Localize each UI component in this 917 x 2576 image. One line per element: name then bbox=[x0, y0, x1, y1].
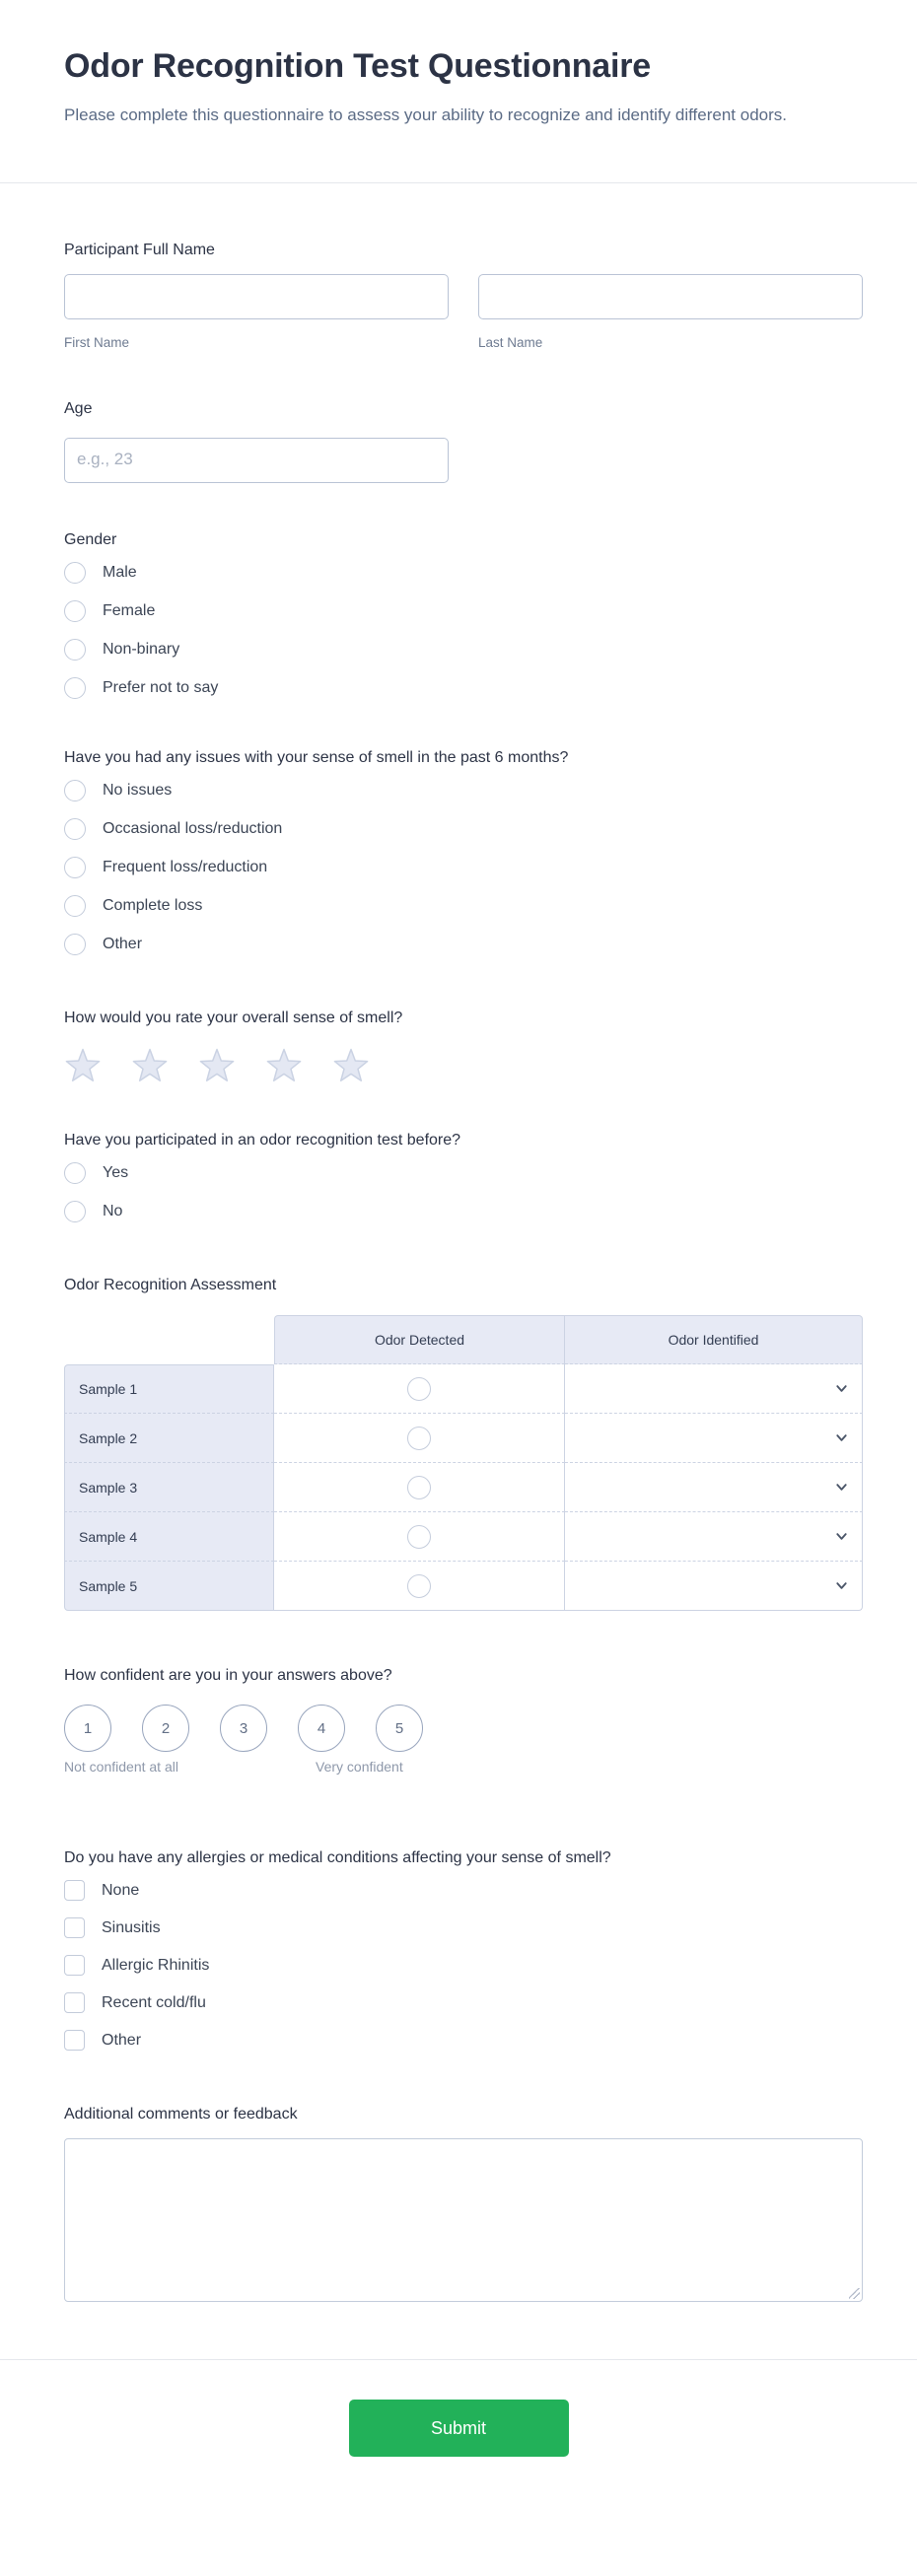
smell-issue-radio-option[interactable] bbox=[64, 895, 863, 917]
form-header bbox=[0, 0, 917, 182]
field-confidence bbox=[64, 1666, 863, 1797]
smell-rating-label: How would you rate your overall sense of smell? bbox=[64, 1010, 403, 1026]
checkbox-option-label: Sinusitis bbox=[102, 1918, 161, 1936]
radio-button[interactable] bbox=[64, 934, 86, 955]
radio-option-label: Non-binary bbox=[103, 641, 180, 658]
odor-identified-select[interactable] bbox=[565, 1364, 863, 1414]
smell-issues-label: Have you had any issues with your sense of smell in the past 6 months? bbox=[64, 749, 569, 766]
scale-value-button[interactable] bbox=[220, 1705, 267, 1752]
assessment-table bbox=[64, 1315, 863, 1611]
smell-issues-options bbox=[64, 780, 863, 955]
checkbox-option-label: Allergic Rhinitis bbox=[102, 1956, 210, 1974]
chevron-down-icon bbox=[834, 1430, 849, 1445]
matrix-row-label: Sample 3 bbox=[64, 1463, 274, 1512]
chevron-down-icon bbox=[834, 1480, 849, 1495]
checkbox[interactable] bbox=[64, 1955, 85, 1976]
matrix-row-label: Sample 5 bbox=[64, 1562, 274, 1611]
gender-radio-option[interactable] bbox=[64, 639, 863, 661]
age-label: Age bbox=[64, 400, 93, 417]
radio-option-label: Occasional loss/reduction bbox=[103, 820, 283, 837]
star-icon[interactable] bbox=[265, 1048, 303, 1083]
odor-identified-select[interactable] bbox=[565, 1414, 863, 1463]
odor-detected-radio[interactable] bbox=[407, 1377, 431, 1401]
page-title: Odor Recognition Test Questionnaire bbox=[64, 47, 651, 85]
radio-option-label: Male bbox=[103, 564, 137, 581]
radio-option-label: Complete loss bbox=[103, 897, 203, 914]
page-subtitle: Please complete this questionnaire to assess your ability to recognize and identify different odors. bbox=[64, 105, 787, 124]
last-name-sublabel: Last Name bbox=[478, 335, 543, 350]
odor-identified-select[interactable] bbox=[565, 1512, 863, 1562]
smell-issue-radio-option[interactable] bbox=[64, 818, 863, 840]
smell-issue-radio-option[interactable] bbox=[64, 934, 863, 955]
form-body bbox=[0, 183, 917, 2359]
odor-identified-select[interactable] bbox=[565, 1562, 863, 1611]
submit-button[interactable]: Submit bbox=[349, 2400, 569, 2457]
confidence-scale bbox=[64, 1705, 863, 1752]
chevron-down-icon bbox=[834, 1578, 849, 1593]
full-name-label: Participant Full Name bbox=[64, 242, 215, 258]
gender-radio-option[interactable] bbox=[64, 600, 863, 622]
radio-option-label: No bbox=[103, 1203, 123, 1219]
radio-option-label: No issues bbox=[103, 782, 173, 799]
first-name-sublabel: First Name bbox=[64, 335, 130, 350]
odor-identified-select[interactable] bbox=[565, 1463, 863, 1512]
scale-value-button[interactable] bbox=[376, 1705, 423, 1752]
scale-value-label: 5 bbox=[394, 1719, 404, 1737]
radio-button[interactable] bbox=[64, 780, 86, 801]
scale-captions bbox=[64, 1758, 863, 1797]
allergy-checkbox-option[interactable] bbox=[64, 1880, 863, 1901]
radio-option-label: Female bbox=[103, 602, 156, 619]
allergy-checkbox-option[interactable] bbox=[64, 2030, 863, 2051]
smell-issue-radio-option[interactable] bbox=[64, 780, 863, 801]
odor-detected-radio[interactable] bbox=[407, 1476, 431, 1499]
gender-radio-option[interactable] bbox=[64, 677, 863, 699]
column-header-odor-detected: Odor Detected bbox=[274, 1315, 565, 1364]
field-smell-issues bbox=[64, 748, 863, 955]
checkbox[interactable] bbox=[64, 1880, 85, 1901]
odor-detected-radio[interactable] bbox=[407, 1574, 431, 1598]
resize-handle-icon[interactable] bbox=[849, 2288, 860, 2299]
chevron-down-icon bbox=[834, 1381, 849, 1396]
table-corner-cell bbox=[64, 1315, 274, 1364]
checkbox-option-label: Recent cold/flu bbox=[102, 1993, 206, 2011]
allergy-checkbox-option[interactable] bbox=[64, 1955, 863, 1976]
scale-value-label: 2 bbox=[161, 1719, 171, 1737]
checkbox[interactable] bbox=[64, 1917, 85, 1938]
radio-button[interactable] bbox=[64, 600, 86, 622]
checkbox-option-label: None bbox=[102, 1881, 140, 1899]
assessment-label: Odor Recognition Assessment bbox=[64, 1277, 277, 1293]
star-icon[interactable] bbox=[332, 1048, 370, 1083]
star-icon[interactable] bbox=[198, 1048, 236, 1083]
field-comments bbox=[64, 2105, 863, 2302]
scale-value-label: 3 bbox=[239, 1719, 248, 1737]
star-icon[interactable] bbox=[64, 1048, 102, 1083]
chevron-down-icon bbox=[834, 1529, 849, 1544]
matrix-row-label: Sample 2 bbox=[64, 1414, 274, 1463]
matrix-row-label: Sample 4 bbox=[64, 1512, 274, 1562]
participated-label: Have you participated in an odor recognition test before? bbox=[64, 1132, 461, 1149]
checkbox[interactable] bbox=[64, 2030, 85, 2051]
field-participated bbox=[64, 1131, 863, 1222]
field-full-name bbox=[64, 241, 863, 350]
gender-label: Gender bbox=[64, 531, 117, 548]
participated-radio-option[interactable] bbox=[64, 1162, 863, 1184]
participated-options bbox=[64, 1162, 863, 1222]
scale-value-button[interactable] bbox=[142, 1705, 189, 1752]
odor-detected-cell[interactable] bbox=[274, 1364, 565, 1414]
radio-button[interactable] bbox=[64, 562, 86, 584]
odor-detected-cell[interactable] bbox=[274, 1562, 565, 1611]
radio-option-label: Prefer not to say bbox=[103, 679, 219, 696]
age-input[interactable] bbox=[64, 438, 449, 483]
odor-detected-cell[interactable] bbox=[274, 1414, 565, 1463]
gender-options bbox=[64, 562, 863, 699]
radio-option-label: Yes bbox=[103, 1164, 129, 1181]
odor-detected-radio[interactable] bbox=[407, 1525, 431, 1549]
checkbox[interactable] bbox=[64, 1992, 85, 2013]
allergy-checkbox-option[interactable] bbox=[64, 1992, 863, 2013]
first-name-input[interactable] bbox=[64, 274, 449, 319]
radio-option-label: Frequent loss/reduction bbox=[103, 859, 268, 875]
scale-value-label: 1 bbox=[83, 1719, 93, 1737]
radio-button[interactable] bbox=[64, 1201, 86, 1222]
scale-value-label: 4 bbox=[317, 1719, 326, 1737]
scale-value-button[interactable] bbox=[64, 1705, 111, 1752]
gender-radio-option[interactable] bbox=[64, 562, 863, 584]
allergies-options bbox=[64, 1880, 863, 2051]
radio-option-label: Other bbox=[103, 936, 143, 952]
field-gender bbox=[64, 530, 863, 699]
confidence-label: How confident are you in your answers above? bbox=[64, 1667, 392, 1684]
star-icon[interactable] bbox=[131, 1048, 169, 1083]
column-header-odor-identified: Odor Identified bbox=[565, 1315, 863, 1364]
radio-button[interactable] bbox=[64, 1162, 86, 1184]
allergies-label: Do you have any allergies or medical conditions affecting your sense of smell? bbox=[64, 1849, 611, 1866]
radio-button[interactable] bbox=[64, 639, 86, 661]
participated-radio-option[interactable] bbox=[64, 1201, 863, 1222]
checkbox-option-label: Other bbox=[102, 2031, 142, 2049]
comments-label: Additional comments or feedback bbox=[64, 2106, 298, 2123]
field-assessment bbox=[64, 1276, 863, 1611]
odor-detected-radio[interactable] bbox=[407, 1427, 431, 1450]
odor-detected-cell[interactable] bbox=[274, 1512, 565, 1562]
form-footer bbox=[0, 2360, 917, 2507]
last-name-input[interactable] bbox=[478, 274, 863, 319]
matrix-row-label: Sample 1 bbox=[64, 1364, 274, 1414]
star-rating bbox=[64, 1048, 863, 1083]
smell-issue-radio-option[interactable] bbox=[64, 857, 863, 878]
scale-value-button[interactable] bbox=[298, 1705, 345, 1752]
comments-textarea[interactable] bbox=[64, 2138, 863, 2302]
field-age bbox=[64, 399, 863, 483]
radio-button[interactable] bbox=[64, 857, 86, 878]
radio-button[interactable] bbox=[64, 677, 86, 699]
field-smell-rating bbox=[64, 1009, 863, 1083]
odor-detected-cell[interactable] bbox=[274, 1463, 565, 1512]
scale-min-label: Not confident at all bbox=[64, 1759, 178, 1775]
radio-button[interactable] bbox=[64, 895, 86, 917]
allergy-checkbox-option[interactable] bbox=[64, 1917, 863, 1938]
scale-max-label: Very confident bbox=[316, 1759, 403, 1775]
field-allergies bbox=[64, 1848, 863, 2051]
radio-button[interactable] bbox=[64, 818, 86, 840]
